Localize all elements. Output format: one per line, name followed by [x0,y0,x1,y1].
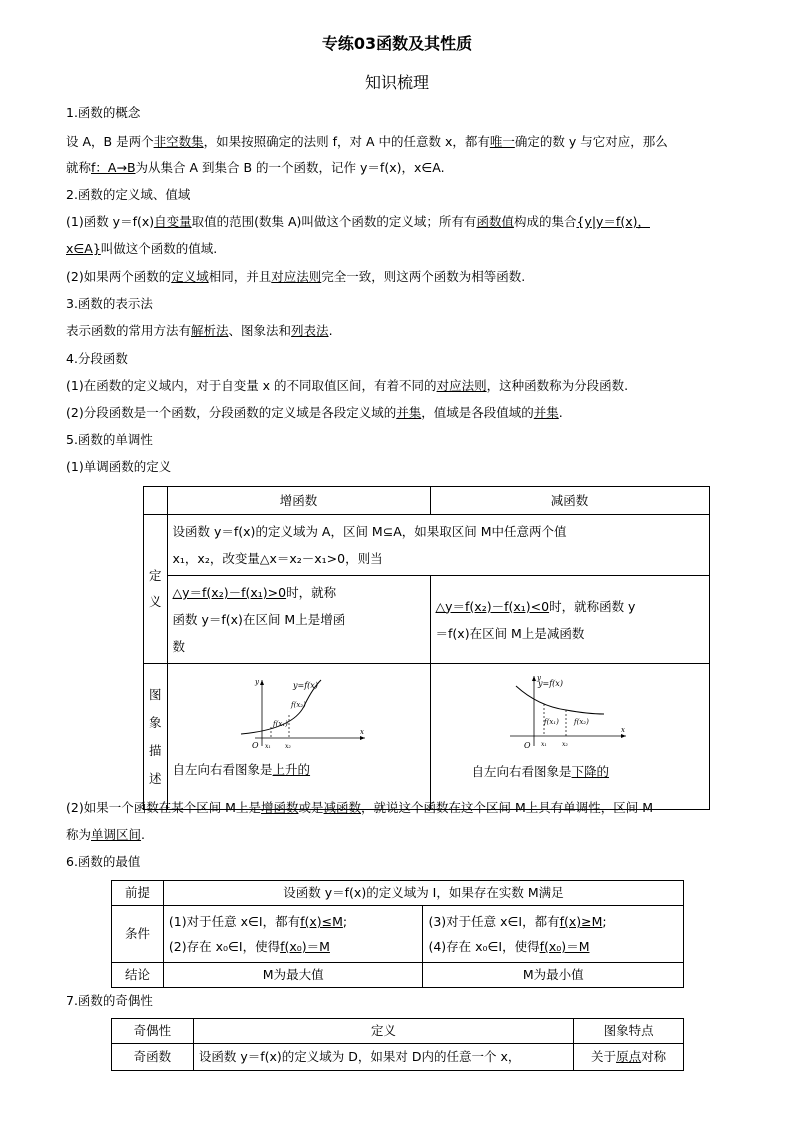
section-1-paragraph-line2: 就称f：A→B为从集合 A 到集合 B 的一个函数，记作 y＝f(x)，x∈A. [66,160,445,175]
section-2-paragraph-line2: x∈A}叫做这个函数的值域. [66,241,218,256]
graph-cell-decreasing [430,664,709,810]
odd-function-feature: 关于原点对称 [574,1044,684,1071]
condition-label: 条件 [112,906,164,963]
definition-common: 设函数 y＝f(x)的定义域为 A，区间 M⊆A，如果取区间 M中任意两个值 x₁，x₂，改变量△x＝x₂－x₁>0，则当 [167,515,709,576]
section-4-heading: 4.分段函数 [66,351,128,366]
increasing-graph-caption: 自左向右看图象是上升的 [172,762,311,777]
svg-text:x: x [359,728,364,736]
section-5-subheading: (1)单调函数的定义 [66,459,172,474]
section-1-heading: 1.函数的概念 [66,105,141,120]
section-4-paragraph-line2: (2)分段函数是一个函数，分段函数的定义域是各段定义域的并集，值域是各段值域的并集. [66,405,563,420]
graph-cell-increasing [167,664,430,810]
odd-function-definition: 设函数 y＝f(x)的定义域为 D，如果对 D内的任意一个 x， [193,1044,573,1071]
odd-function-label: 奇函数 [112,1044,194,1071]
monotonicity-table [143,486,710,810]
increasing-function-graph [225,674,425,752]
section-2-heading: 2.函数的定义域、值域 [66,187,191,202]
svg-text:f(x₂): f(x₂) [290,701,306,709]
section-6-heading: 6.函数的最值 [66,854,141,869]
svg-text:x₁: x₁ [264,743,271,750]
header-decreasing: 减函数 [430,487,709,515]
premise-label: 前提 [112,881,164,906]
header-graph-feature: 图象特点 [574,1019,684,1044]
section-2-paragraph-line3: (2)如果两个函数的定义域相同，并且对应法则完全一致，则这两个函数为相等函数. [66,269,526,284]
condition-max: (1)对于任意 x∈I，都有f(x)≤M; (2)存在 x₀∈I，使得f(x₀)＝M [163,906,423,963]
premise-text: 设函数 y＝f(x)的定义域为 I，如果存在实数 M满足 [163,881,683,906]
svg-text:x₁: x₁ [540,741,547,748]
conclusion-min: M为最小值 [423,963,684,988]
svg-text:f(x₁): f(x₁) [543,718,559,726]
svg-text:y: y [254,678,259,686]
table-corner [144,487,168,515]
conclusion-max: M为最大值 [163,963,423,988]
section-5-heading: 5.函数的单调性 [66,432,153,447]
section-5-paragraph-line2: 称为单调区间. [66,827,146,842]
definition-decreasing: △y＝f(x₂)－f(x₁)<0时，就称函数 y ＝f(x)在区间 M上是减函数 [430,576,709,664]
condition-min: (3)对于任意 x∈I，都有f(x)≥M; (4)存在 x₀∈I，使得f(x₀)＝M [423,906,684,963]
section-3-heading: 3.函数的表示法 [66,296,153,311]
decreasing-function-graph [504,672,704,756]
extremum-table [111,880,684,988]
definition-increasing: △y＝f(x₂)－f(x₁)>0时，就称 函数 y＝f(x)在区间 M上是增函 数 [167,576,430,664]
page-subtitle: 知识梳理 [364,73,429,92]
svg-text:x: x [620,726,625,734]
decreasing-graph-caption: 自左向右看图象是下降的 [471,764,610,779]
svg-text:f(x₂): f(x₂) [573,718,589,726]
header-parity: 奇偶性 [112,1019,194,1044]
section-1-paragraph-line1: 设 A，B 是两个非空数集，如果按照确定的法则 f，对 A 中的任意数 x，都有唯一确定的数 y 与它对应，那么 [66,134,668,149]
section-5-paragraph-line1: (2)如果一个函数在某个区间 M上是增函数或是减函数，就说这个函数在这个区间 M上具有单调性，区间 M [66,800,654,815]
svg-text:y=f(x): y=f(x) [537,679,563,688]
svg-text:O: O [251,741,259,750]
row-label-graph: 图象描 述 [144,664,168,810]
parity-table [111,1018,684,1071]
svg-text:x₂: x₂ [284,743,291,750]
svg-text:f(x₁): f(x₁) [272,720,288,728]
section-4-paragraph-line1: (1)在函数的定义域内，对于自变量 x 的不同取值区间，有着不同的对应法则，这种函数称为分段函数. [66,378,629,393]
svg-text:O: O [523,741,531,750]
svg-text:x₂: x₂ [561,741,568,748]
page-title: 专练03函数及其性质 [321,34,473,53]
section-3-paragraph: 表示函数的常用方法有解析法、图象法和列表法. [66,323,333,338]
svg-text:y=f(x): y=f(x) [292,681,318,690]
row-label-definition: 定义 [144,515,168,664]
section-7-heading: 7.函数的奇偶性 [66,993,153,1008]
header-increasing: 增函数 [167,487,430,515]
section-2-paragraph-line1: (1)函数 y＝f(x)自变量取值的范围(数集 A)叫做这个函数的定义域；所有有函数值构成的集合{y|y＝f(x)， [66,214,650,229]
header-definition: 定义 [193,1019,573,1044]
svg-text:y: y [536,674,541,682]
conclusion-label: 结论 [112,963,164,988]
